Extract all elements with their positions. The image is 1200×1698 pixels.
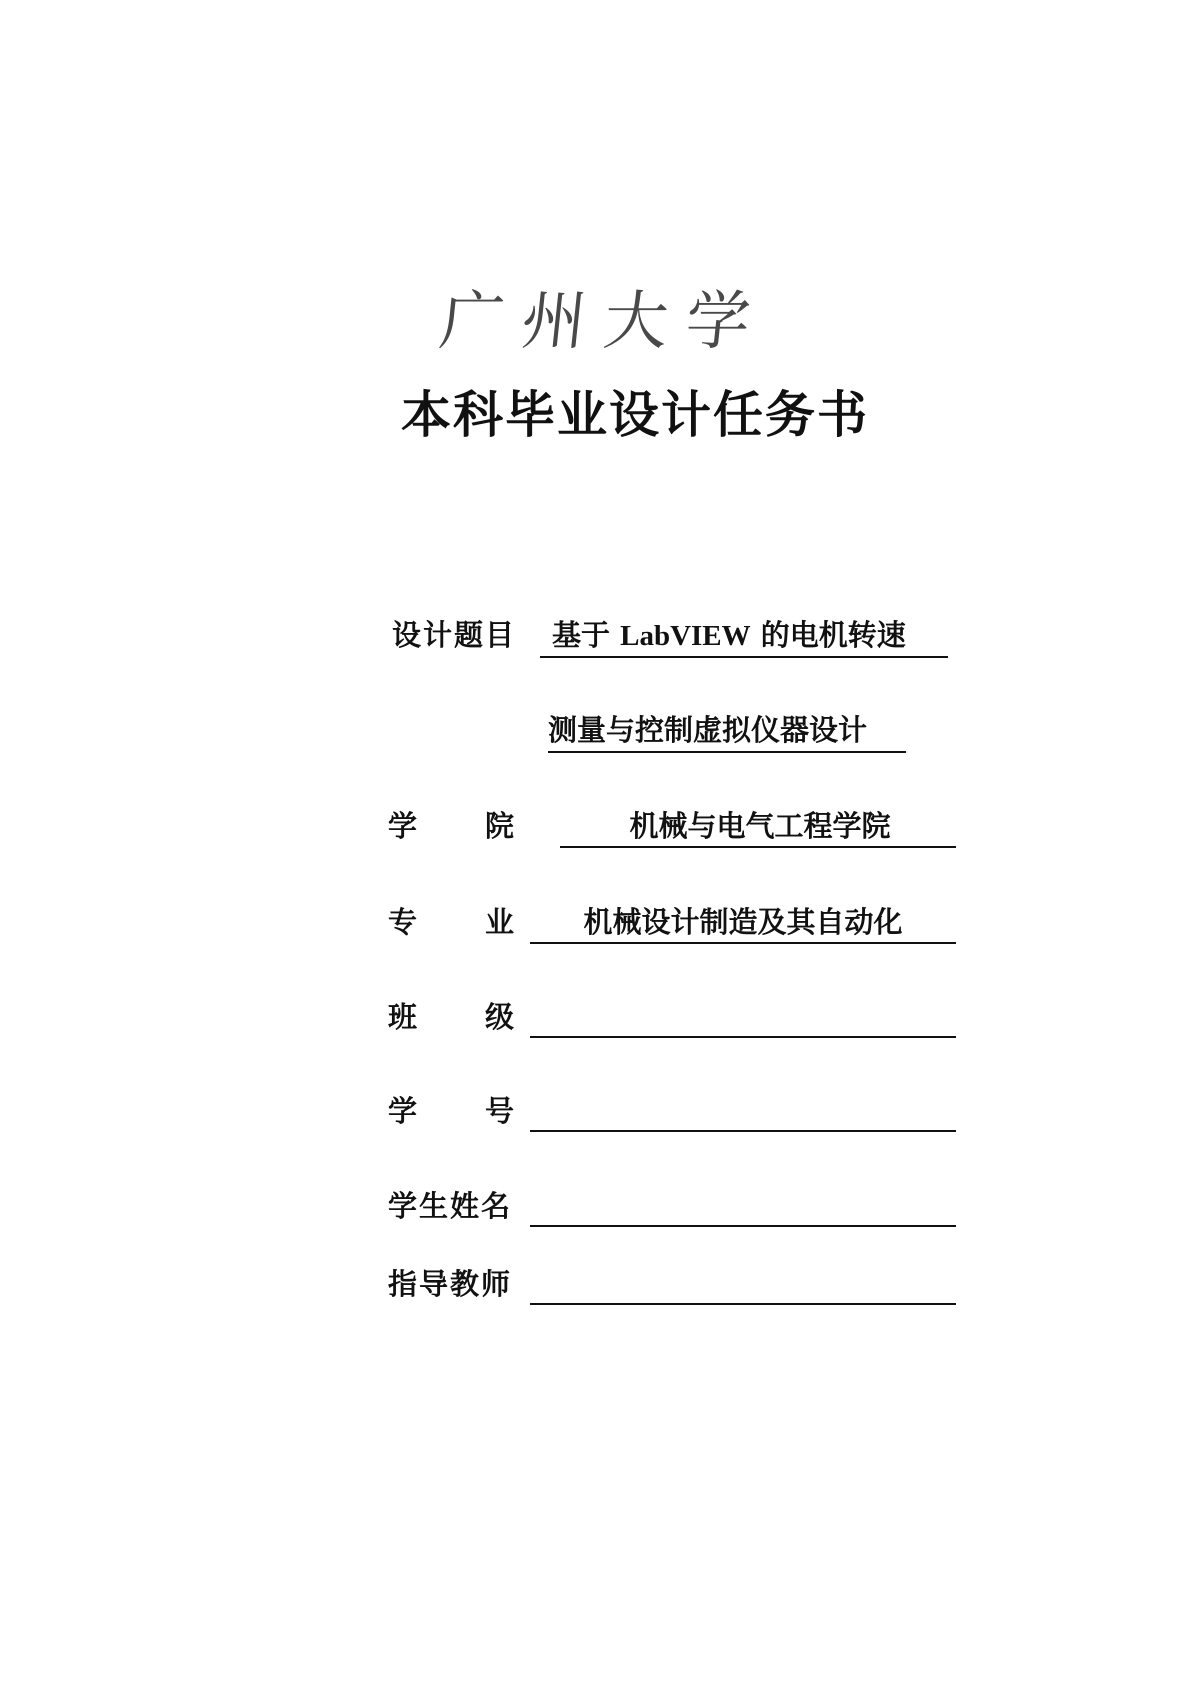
class-label-char-1: 班 xyxy=(388,1000,418,1034)
topic-label: 设计题目 xyxy=(392,618,517,652)
major-label-char-2: 业 xyxy=(484,905,514,939)
advisor-underline xyxy=(530,1303,956,1305)
college-value: 机械与电气工程学院 xyxy=(629,809,891,843)
student-id-underline xyxy=(530,1130,956,1132)
class-label-char-2: 级 xyxy=(484,1000,514,1034)
major-label-char-1: 专 xyxy=(388,905,418,939)
topic-underline-2 xyxy=(548,751,906,753)
class-label xyxy=(388,999,514,1035)
college-label-char-1: 学 xyxy=(388,809,418,843)
document-title: 本科毕业设计任务书 xyxy=(401,386,869,444)
class-underline xyxy=(530,1036,956,1038)
topic-underline-1 xyxy=(540,656,948,658)
major-value: 机械设计制造及其自动化 xyxy=(583,905,903,939)
topic-value-prefix: 基于 xyxy=(552,618,621,652)
college-label-char-2: 院 xyxy=(484,809,514,843)
college-label xyxy=(388,808,514,844)
topic-value-latin: LabVIEW xyxy=(620,620,751,652)
advisor-label: 指导教师 xyxy=(388,1267,513,1301)
student-id-label-char-1: 学 xyxy=(388,1094,418,1128)
major-underline xyxy=(530,942,956,944)
topic-value-line1 xyxy=(552,617,906,654)
college-underline xyxy=(560,846,956,848)
student-name-label: 学生姓名 xyxy=(388,1189,513,1223)
major-label xyxy=(388,904,514,940)
university-logo: 广州大学 xyxy=(436,285,772,359)
student-id-label xyxy=(388,1093,514,1129)
topic-value-suffix: 的电机转速 xyxy=(750,618,906,652)
student-id-label-char-2: 号 xyxy=(484,1094,514,1128)
topic-value-line2: 测量与控制虚拟仪器设计 xyxy=(548,713,868,747)
student-name-underline xyxy=(530,1225,956,1227)
